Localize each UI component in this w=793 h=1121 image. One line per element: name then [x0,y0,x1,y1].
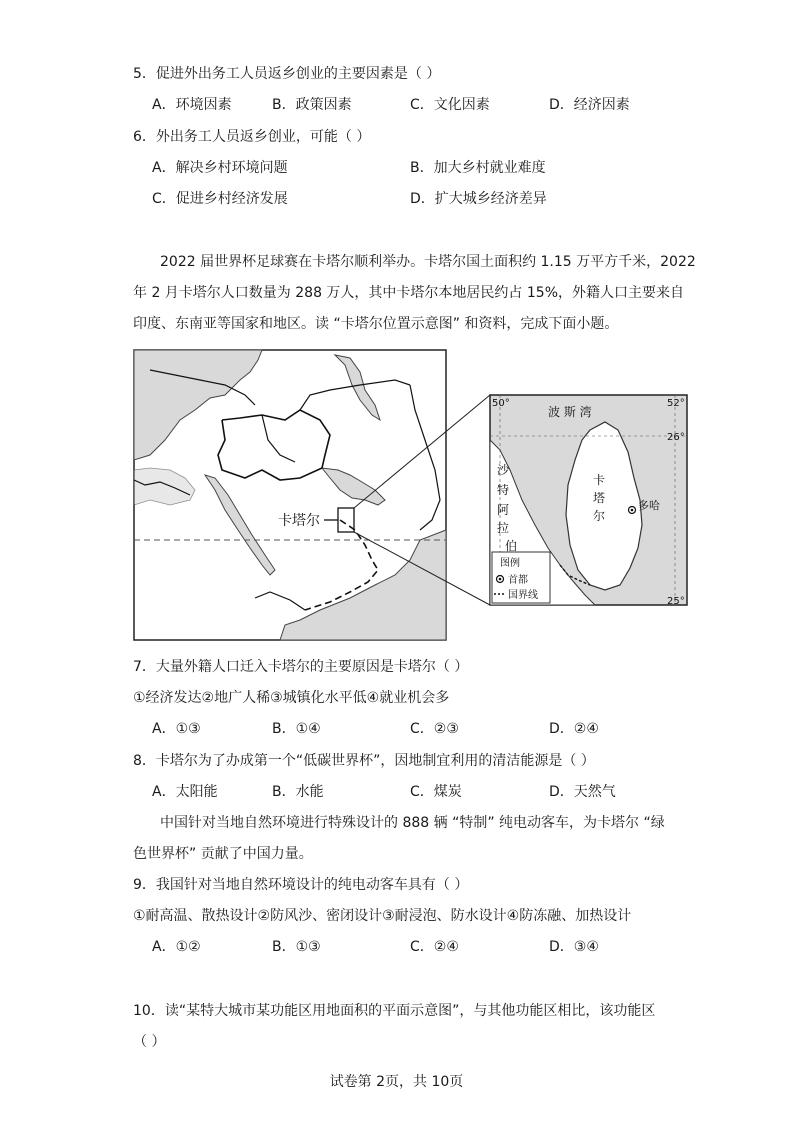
q9-option-c[interactable]: C．②④ [410,939,459,955]
inset-saudi-char-3: 阿 [497,503,510,517]
q8-stem: 8．卡塔尔为了办成第一个“低碳世界杯”，因地制宜利用的清洁能源是（ ） [133,753,595,769]
q6-stem: 6．外出务工人员返乡创业，可能（ ） [133,129,371,145]
material1-line3: 印度、东南亚等国家和地区。读 “卡塔尔位置示意图” 和资料，完成下面小题。 [133,316,619,332]
inset-qatar-char-1: 卡 [593,473,606,487]
q6-option-b[interactable]: B．加大乡村就业难度 [410,160,546,176]
q7-option-c[interactable]: C．②③ [410,721,459,737]
q7-option-b[interactable]: B．①④ [272,721,321,737]
q9-option-a[interactable]: A．①② [152,939,201,955]
inset-lon-right: 52° [667,398,685,409]
q8-option-b[interactable]: B．水能 [272,784,324,800]
q5-option-c[interactable]: C．文化因素 [410,97,490,113]
q7-option-d[interactable]: D．②④ [549,721,599,737]
inset-qatar-char-2: 塔 [593,491,606,505]
inset-gulf-label: 波 斯 湾 [548,405,592,419]
q8-option-a[interactable]: A．太阳能 [152,784,218,800]
material1-line1: 2022 届世界杯足球赛在卡塔尔顺利举办。卡塔尔国土面积约 1.15 万平方千米，2022 [160,254,696,270]
main-map-qatar-label: 卡塔尔 [278,513,320,529]
page-footer: 试卷第 2页，共 10页 [329,1074,464,1090]
q9-stem: 9．我国针对当地自然环境设计的纯电动客车具有（ ） [133,877,469,893]
q10-stem: 10．读“某特大城市某功能区用地面积的平面示意图”，与其他功能区相比，该功能区 [133,1003,656,1019]
q6-option-c[interactable]: C．促进乡村经济发展 [152,191,288,207]
inset-saudi-char-5: 伯 [505,539,518,553]
material1-line2: 年 2 月卡塔尔人口数量为 288 万人，其中卡塔尔本地居民约占 15%，外籍人口主要来自 [133,285,684,301]
q8-option-c[interactable]: C．煤炭 [410,784,462,800]
legend-border-label: 国界线 [508,590,538,601]
inset-lat-bottom: 25° [667,596,685,607]
q5-option-b[interactable]: B．政策因素 [272,97,352,113]
inset-saudi-char-1: 沙 [497,463,510,477]
inset-saudi-char-4: 拉 [497,521,510,535]
q9-option-b[interactable]: B．①③ [272,939,321,955]
legend-title: 图例 [500,558,520,569]
q7-stem: 7．大量外籍人口迁入卡塔尔的主要原因是卡塔尔（ ） [133,659,469,675]
q5-option-a[interactable]: A．环境因素 [152,97,232,113]
q7-option-a[interactable]: A．①③ [152,721,201,737]
q6-option-a[interactable]: A．解决乡村环境问题 [152,160,288,176]
q9-option-d[interactable]: D．③④ [549,939,599,955]
material2-line1: 中国针对当地自然环境进行特殊设计的 888 辆 “特制” 纯电动客车，为卡塔尔 “绿 [160,815,665,831]
q5-stem: 5．促进外出务工人员返乡创业的主要因素是（ ） [133,66,441,82]
inset-qatar-char-3: 尔 [593,509,606,523]
legend-capital-label: 首都 [508,575,528,586]
material2-line2: 色世界杯” 贡献了中国力量。 [133,846,313,862]
inset-doha-label: 多哈 [638,499,660,512]
inset-lon-left: 50° [492,398,510,409]
q9-choices: ①耐高温、散热设计②防风沙、密闭设计③耐浸泡、防水设计④防冻融、加热设计 [133,908,632,924]
inset-lat-top: 26° [667,432,685,443]
inset-saudi-char-2: 特 [497,483,510,497]
q7-choices: ①经济发达②地广人稀③城镇化水平低④就业机会多 [133,690,450,706]
q8-option-d[interactable]: D．天然气 [549,784,616,800]
q10-stem-cont: （ ） [133,1034,166,1050]
q5-option-d[interactable]: D．经济因素 [549,97,630,113]
main-map [134,350,446,640]
q6-option-d[interactable]: D．扩大城乡经济差异 [410,191,547,207]
